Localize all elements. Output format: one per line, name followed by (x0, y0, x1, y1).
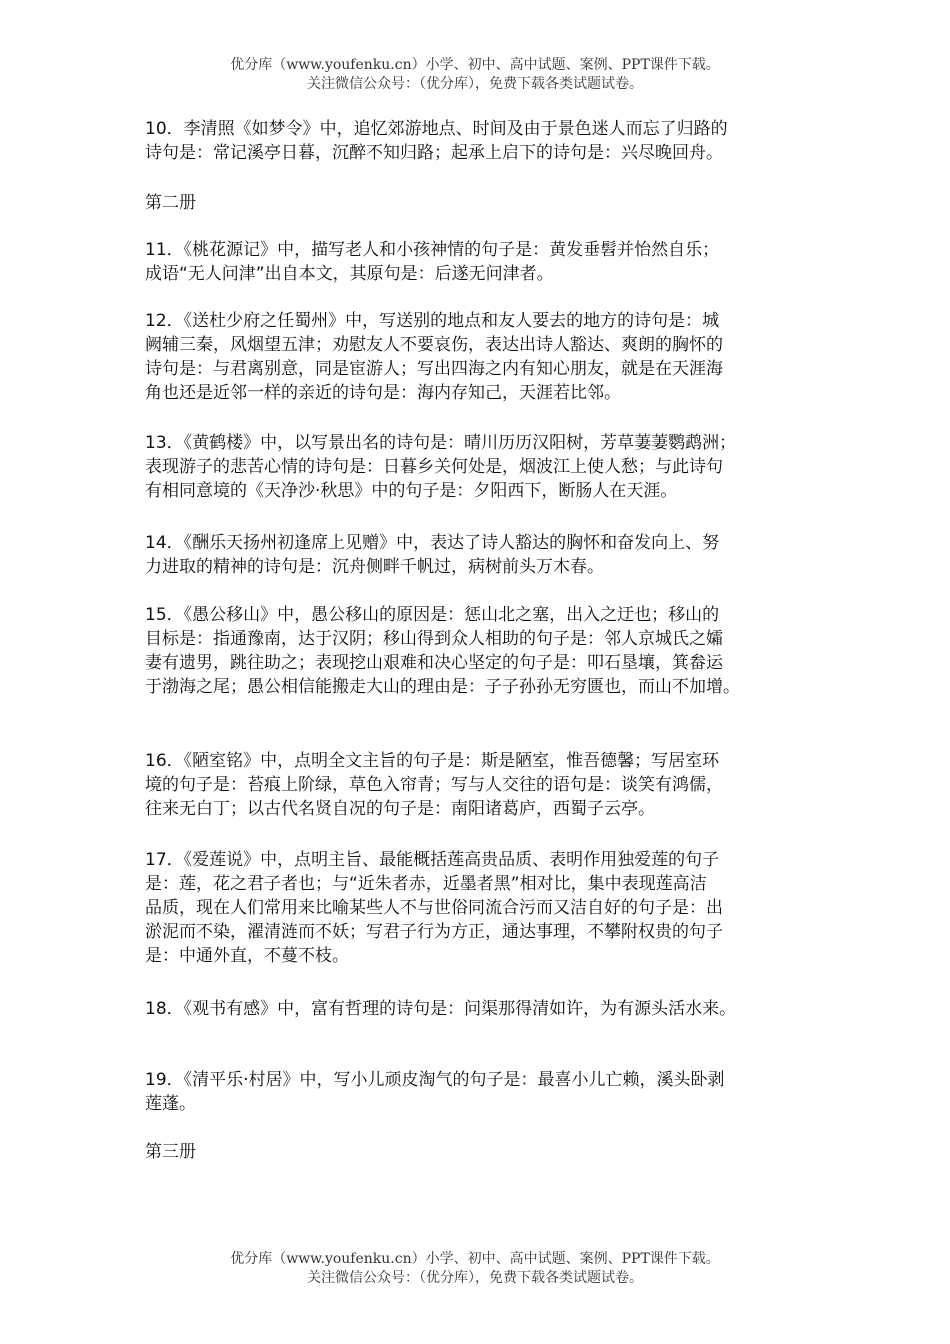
section-title-book-3: 第三册 (145, 1142, 196, 1162)
paragraph-13 (145, 431, 736, 503)
section-title-book-2: 第二册 (145, 193, 196, 213)
paragraph-line: 15．《愚公移山》中，愚公移山的原因是：惩山北之塞，出入之迂也；移山的 (145, 605, 720, 625)
paragraph-16 (145, 749, 723, 821)
paragraph-11 (145, 238, 719, 286)
paragraph-line: 莲蓬。 (145, 1094, 196, 1114)
page-header (0, 56, 950, 94)
paragraph-line: 是：中通外直，不蔓不枝。 (145, 946, 349, 966)
paragraph-line: 18．《观书有感》中，富有哲理的诗句是：问渠那得清如许，为有源头活水来。 (145, 999, 737, 1019)
paragraph-line: 于渤海之尾；愚公相信能搬走大山的理由是：子子孙孙无穷匮也，而山不加增。 (145, 677, 740, 697)
header-line-1: 优分库（www.youfenku.cn）小学、初中、高中试题、案例、PPT课件下载。 (230, 57, 720, 73)
paragraph-line: 11．《桃花源记》中，描写老人和小孩神情的句子是：黄发垂髫并怡然自乐； (145, 240, 720, 260)
paragraph-14 (145, 531, 719, 579)
paragraph-line: 境的句子是：苔痕上阶绿，草色入帘青；写与人交往的语句是：谈笑有鸿儒， (145, 775, 723, 795)
paragraph-line: 淤泥而不染，濯清涟而不妖；写君子行为方正，通达事理，不攀附权贵的句子 (145, 922, 723, 942)
paragraph-12 (145, 309, 723, 405)
paragraph-18 (145, 997, 736, 1021)
page-footer (0, 1250, 950, 1288)
paragraph-line: 力进取的精神的诗句是：沉舟侧畔千帆过，病树前头万木春。 (145, 557, 604, 577)
header-line-2: 关注微信公众号：（优分库），免费下载各类试题试卷。 (307, 76, 643, 92)
paragraph-line: 角也还是近邻一样的亲近的诗句是：海内存知己，天涯若比邻。 (145, 383, 621, 403)
paragraph-line: 13．《黄鹤楼》中，以写景出名的诗句是：晴川历历汉阳树，芳草萋萋鹦鹉洲； (145, 433, 737, 453)
paragraph-line: 妻有遗男，跳往助之；表现挖山艰难和决心坚定的句子是：叩石垦壤，箕畚运 (145, 653, 723, 673)
paragraph-line: 17．《爱莲说》中，点明主旨、最能概括莲高贵品质、表明作用独爱莲的句子 (145, 850, 720, 870)
paragraph-line: 诗句是：与君离别意，同是宦游人；写出四海之内有知心朋友，就是在天涯海 (145, 359, 723, 379)
paragraph-line: 12．《送杜少府之任蜀州》中，写送别的地点和友人要去的地方的诗句是：城 (145, 311, 720, 331)
paragraph-line: 目标是：指通豫南，达于汉阴；移山得到众人相助的句子是：邻人京城氏之孀 (145, 629, 723, 649)
paragraph-line: 16．《陋室铭》中，点明全文主旨的句子是：斯是陋室，惟吾德馨；写居室环 (145, 751, 720, 771)
paragraph-line: 14．《酬乐天扬州初逢席上见赠》中，表达了诗人豁达的胸怀和奋发向上、努 (145, 533, 720, 553)
paragraph-17 (145, 848, 723, 968)
paragraph-line: 有相同意境的《天净沙·秋思》中的句子是：夕阳西下，断肠人在天涯。 (145, 481, 678, 501)
footer-line-2: 关注微信公众号：（优分库），免费下载各类试题试卷。 (307, 1270, 643, 1286)
paragraph-15 (145, 603, 740, 699)
paragraph-line: 阙辅三秦，风烟望五津；劝慰友人不要哀伤，表达出诗人豁达、爽朗的胸怀的 (145, 335, 723, 355)
paragraph-line: 19．《清平乐·村居》中，写小儿顽皮淘气的句子是：最喜小儿亡赖，溪头卧剥 (145, 1070, 725, 1090)
paragraph-line: 表现游子的悲苦心情的诗句是：日暮乡关何处是，烟波江上使人愁；与此诗句 (145, 457, 723, 477)
paragraph-19 (145, 1068, 725, 1116)
paragraph-line: 往来无白丁；以古代名贤自况的句子是：南阳诸葛庐，西蜀子云亭。 (145, 799, 655, 819)
paragraph-line: 成语“无人问津”出自本文，其原句是：后遂无问津者。 (145, 264, 554, 284)
paragraph-10 (145, 117, 728, 165)
paragraph-line: 品质，现在人们常用来比喻某些人不与世俗同流合污而又洁自好的句子是：出 (145, 898, 723, 918)
paragraph-line: 是：莲，花之君子者也；与“近朱者赤，近墨者黑”相对比，集中表现莲高洁 (145, 874, 707, 894)
footer-line-1: 优分库（www.youfenku.cn）小学、初中、高中试题、案例、PPT课件下载。 (230, 1251, 720, 1267)
paragraph-line: 10．李清照《如梦令》中，追忆郊游地点、时间及由于景色迷人而忘了归路的 (145, 119, 728, 139)
paragraph-line: 诗句是：常记溪亭日暮，沉醉不知归路；起承上启下的诗句是：兴尽晚回舟。 (145, 143, 723, 163)
